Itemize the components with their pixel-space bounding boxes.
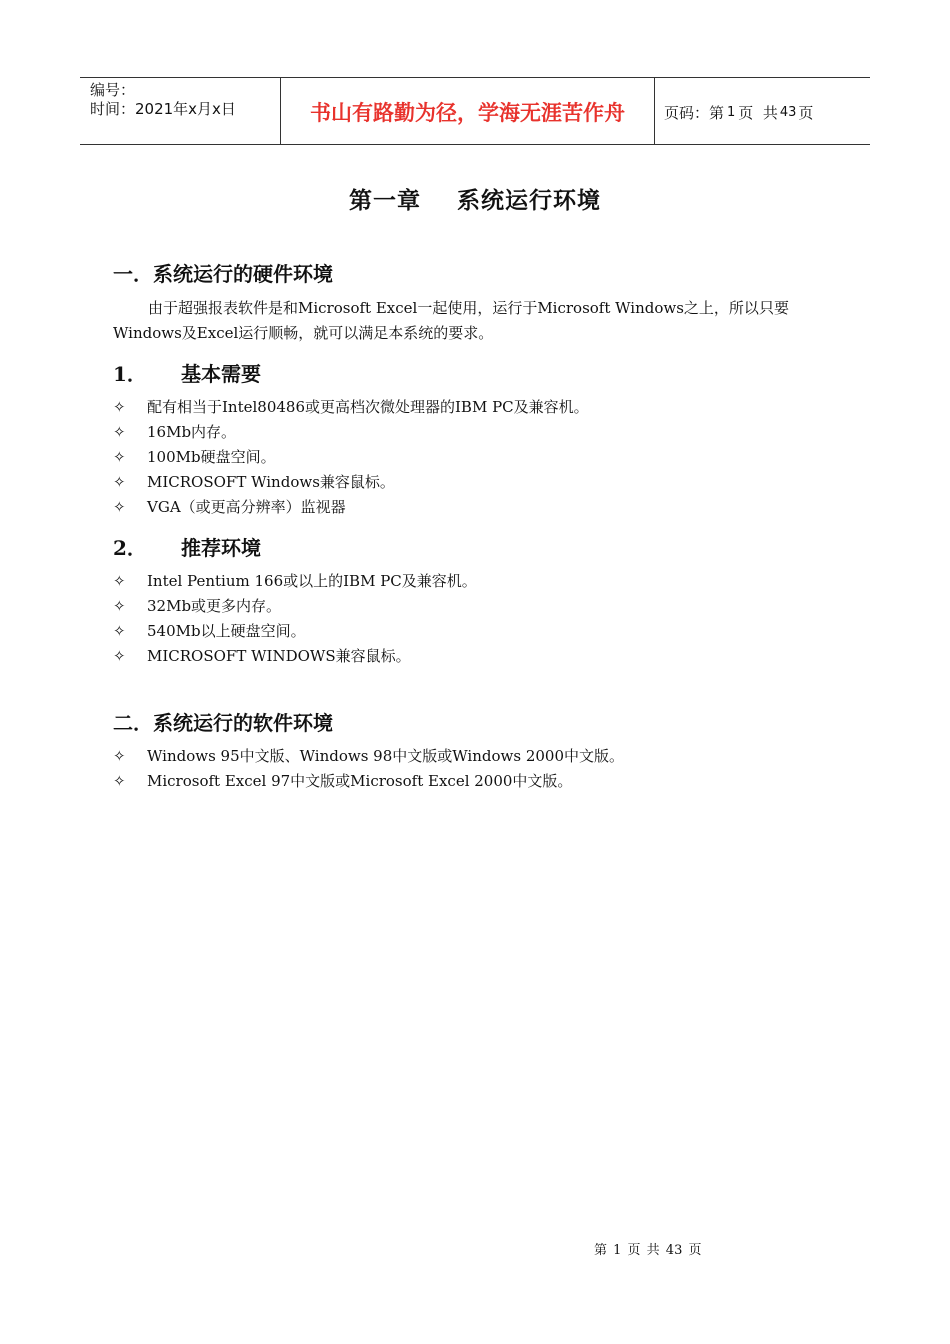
list-item: ✧ Windows 95中文版、Windows 98中文版或Windows 2000中文版。 [113,744,624,769]
recommended-list [113,569,477,669]
section-hardware-title: 一．系统运行的硬件环境 [113,262,333,286]
section-hardware-intro: 由于超强报表软件是和Microsoft Excel一起使用，运行于Microsoft Windows之上，所以只要Windows及Excel运行顺畅，就可以满足本系统的要求。 [113,299,789,342]
section-software-title: 二．系统运行的软件环境 [113,711,333,735]
chapter-title: 第一章 系统运行环境 [348,187,602,214]
list-item: ✧ VGA（或更高分辨率）监视器 [113,495,589,520]
page-current: 1 [727,104,736,120]
number-label: 编号： [90,81,136,99]
list-item: ✧ 540Mb以上硬盘空间。 [113,619,477,644]
subsection-title: 基本需要 [181,362,261,386]
list-item: ✧ MICROSOFT Windows兼容鼠标。 [113,470,589,495]
diamond-star-icon: ✧ [113,398,126,416]
diamond-star-icon: ✧ [113,498,126,516]
page-label-b: 页 共 [738,103,778,122]
subsection-basic [113,358,261,387]
basic-requirements-list [113,395,589,520]
page-label-a: 页码：第 [664,103,725,122]
list-item: ✧ Microsoft Excel 97中文版或Microsoft Excel 2000中文版。 [113,769,624,794]
diamond-star-icon: ✧ [113,622,126,640]
diamond-star-icon: ✧ [113,448,126,466]
diamond-star-icon: ✧ [113,747,126,765]
diamond-star-icon: ✧ [113,772,126,790]
list-item: ✧ 32Mb或更多内存。 [113,594,477,619]
list-item: ✧ 配有相当于Intel80486或更高档次微处理器的IBM PC及兼容机。 [113,395,589,420]
software-list [113,744,624,794]
header-page-info [655,78,870,144]
page-label-c: 页 [798,103,814,122]
diamond-star-icon: ✧ [113,423,126,441]
header-meta [80,78,281,144]
list-item: ✧ Intel Pentium 166或以上的IBM PC及兼容机。 [113,569,477,594]
time-label: 时间：2021年x月x日 [90,100,236,118]
page-header [80,77,870,145]
header-motto: 书山有路勤为径，学海无涯苦作舟 [281,78,655,144]
page-footer: 第 1 页 共 43 页 [594,1243,702,1258]
subsection-recommended [113,532,261,561]
subsection-number: 1． [113,362,147,386]
diamond-star-icon: ✧ [113,597,126,615]
diamond-star-icon: ✧ [113,647,126,665]
subsection-title: 推荐环境 [181,536,261,560]
diamond-star-icon: ✧ [113,572,126,590]
list-item: ✧ MICROSOFT WINDOWS兼容鼠标。 [113,644,477,669]
subsection-number: 2． [113,536,147,560]
diamond-star-icon: ✧ [113,473,126,491]
page-total: 43 [779,104,797,120]
list-item: ✧ 100Mb硬盘空间。 [113,445,589,470]
list-item: ✧ 16Mb内存。 [113,420,589,445]
